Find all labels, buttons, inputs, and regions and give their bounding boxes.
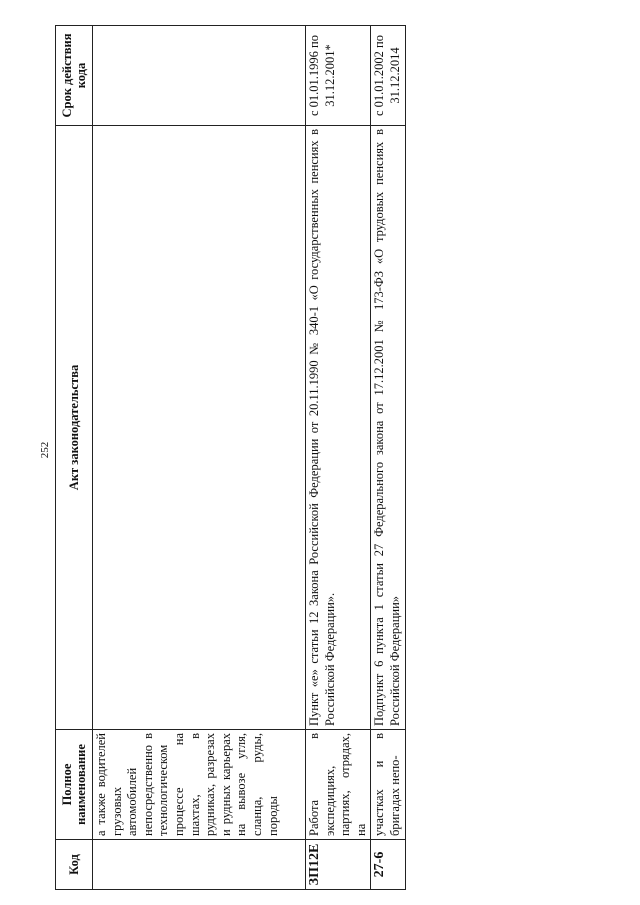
cell-code: 27-6	[371, 840, 405, 890]
table-header-row	[56, 26, 93, 890]
cell-act: Подпункт 6 пункта 1 статьи 27 Федерального закона от 17.12.2001 № 173-ФЗ «О трудовых пенсиях в Российской Федерации»	[371, 126, 405, 730]
header-name: Полное наименование	[56, 730, 93, 840]
cell-act: Пункт «е» статьи 12 Закона Российской Федерации от 20.11.1990 № 340-1 «О государственных пенсиях в Российской Федерации».	[306, 126, 371, 730]
cell-term: с 01.01.2002 по 31.12.2014	[371, 26, 405, 126]
table-row	[306, 26, 371, 890]
cell-name: Работа в экспедициях, партиях, отрядах, на	[306, 730, 371, 840]
table-row	[371, 26, 405, 890]
cell-term	[93, 26, 306, 126]
cell-code	[93, 840, 306, 890]
rotated-table-wrapper	[55, 20, 415, 890]
cell-name: а также водителей грузовых автомобилей непосредственно в технологическом процессе на шахтах, в рудниках, разрезах и рудных карьерах на вывозе угля, сланца, руды, породы	[93, 730, 306, 840]
cell-term: с 01.01.1996 по 31.12.2001*	[306, 26, 371, 126]
header-act: Акт законодательства	[56, 126, 93, 730]
table-row	[93, 26, 306, 890]
legislation-table	[55, 25, 406, 890]
header-term: Срок действия кода	[56, 26, 93, 126]
cell-code: ЗП12Е	[306, 840, 371, 890]
cell-act	[93, 126, 306, 730]
page-number: 252	[39, 441, 51, 459]
header-code: Код	[56, 840, 93, 890]
cell-name: участках и в бригадах непо-	[371, 730, 405, 840]
